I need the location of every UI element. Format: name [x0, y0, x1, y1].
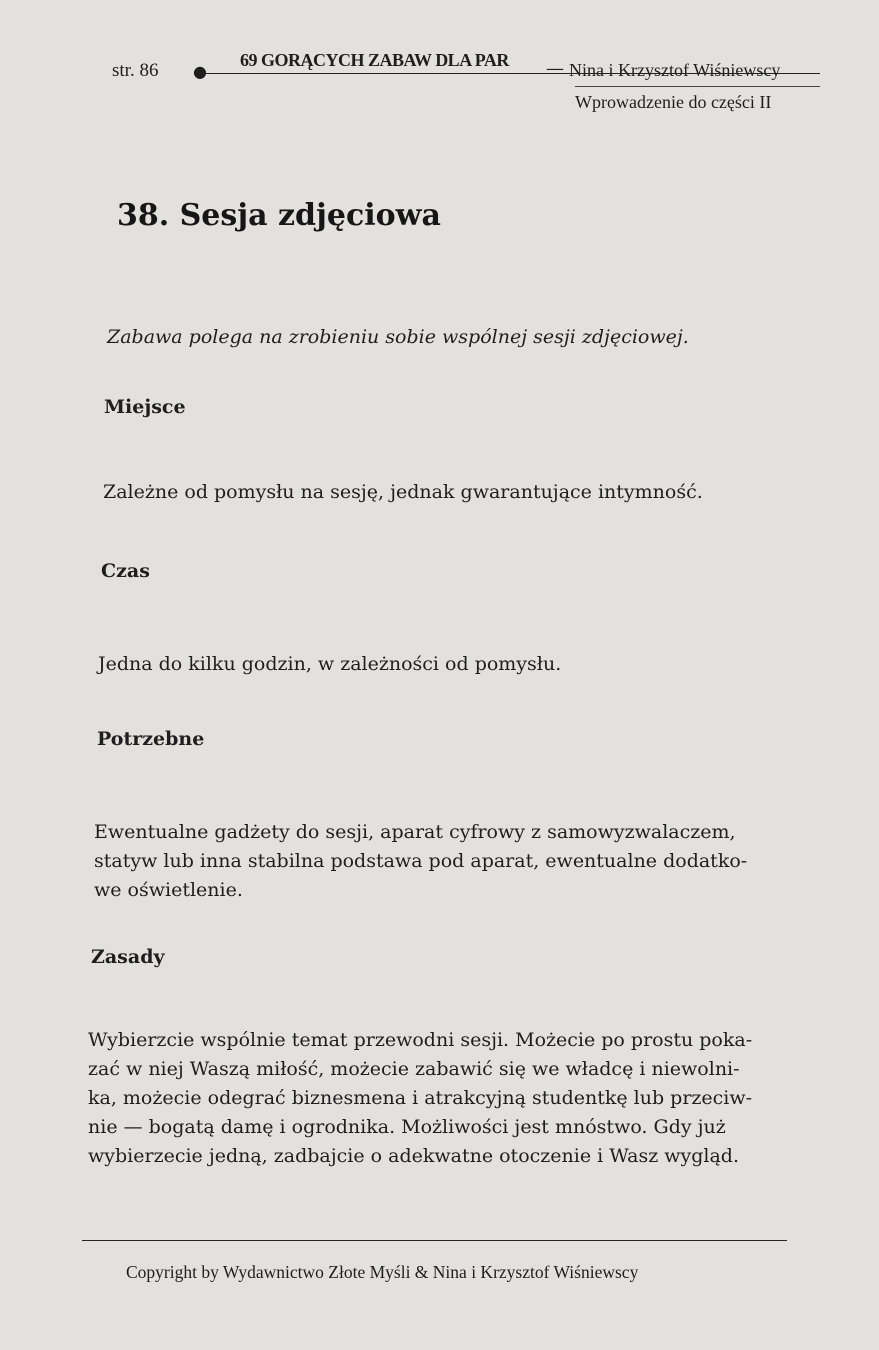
potrzebne-text — [94, 818, 747, 905]
potrzebne-line: Ewentualne gadżety do sesji, aparat cyfrowy z samowyzwalaczem, — [94, 821, 736, 843]
potrzebne-line: we oświetlenie. — [94, 879, 243, 901]
header-book-title: 69 GORĄCYCH ZABAW DLA PAR — [240, 50, 509, 70]
chapter-title: 38. Sesja zdjęciowa — [117, 198, 441, 233]
miejsce-text: Zależne od pomysłu na sesję, jednak gwarantujące intymność. — [103, 481, 703, 503]
potrzebne-heading: Potrzebne — [97, 728, 205, 750]
header-rule — [200, 73, 820, 74]
chapter-intro: Zabawa polega na zrobieniu sobie wspólnej sesji zdjęciowej. — [107, 326, 689, 348]
czas-text: Jedna do kilku godzin, w zależności od pomysłu. — [98, 653, 562, 675]
header-authors: Nina i Krzysztof Wiśniewscy — [569, 60, 781, 80]
miejsce-heading: Miejsce — [104, 396, 186, 418]
zasady-line: ka, możecie odegrać biznesmena i atrakcyjną studentkę lub przeciw- — [88, 1087, 753, 1109]
page-number: str. 86 — [112, 60, 159, 81]
header-bullet: ● — [193, 62, 207, 81]
czas-heading: Czas — [101, 560, 150, 582]
zasady-line: nie — bogatą damę i ogrodnika. Możliwości jest mnóstwo. Gdy już — [88, 1116, 726, 1138]
footer-rule — [82, 1240, 787, 1241]
zasady-line: zać w niej Waszą miłość, możecie zabawić się we władcę i niewolni- — [88, 1058, 740, 1080]
potrzebne-line: statyw lub inna stabilna podstawa pod aparat, ewentualne dodatko- — [94, 850, 748, 872]
zasady-line: Wybierzcie wspólnie temat przewodni sesji. Możecie po prostu poka- — [88, 1029, 753, 1051]
zasady-line: wybierzecie jedną, zadbajcie o adekwatne otoczenie i Wasz wygląd. — [88, 1145, 740, 1167]
header-section-title: Wprowadzenie do części II — [575, 92, 772, 112]
header-separator: — — [546, 58, 564, 79]
zasady-text — [88, 1026, 752, 1171]
header-section-rule — [575, 86, 820, 87]
zasady-heading: Zasady — [91, 946, 165, 968]
footer-copyright: Copyright by Wydawnictwo Złote Myśli & Nina i Krzysztof Wiśniewscy — [126, 1262, 639, 1282]
